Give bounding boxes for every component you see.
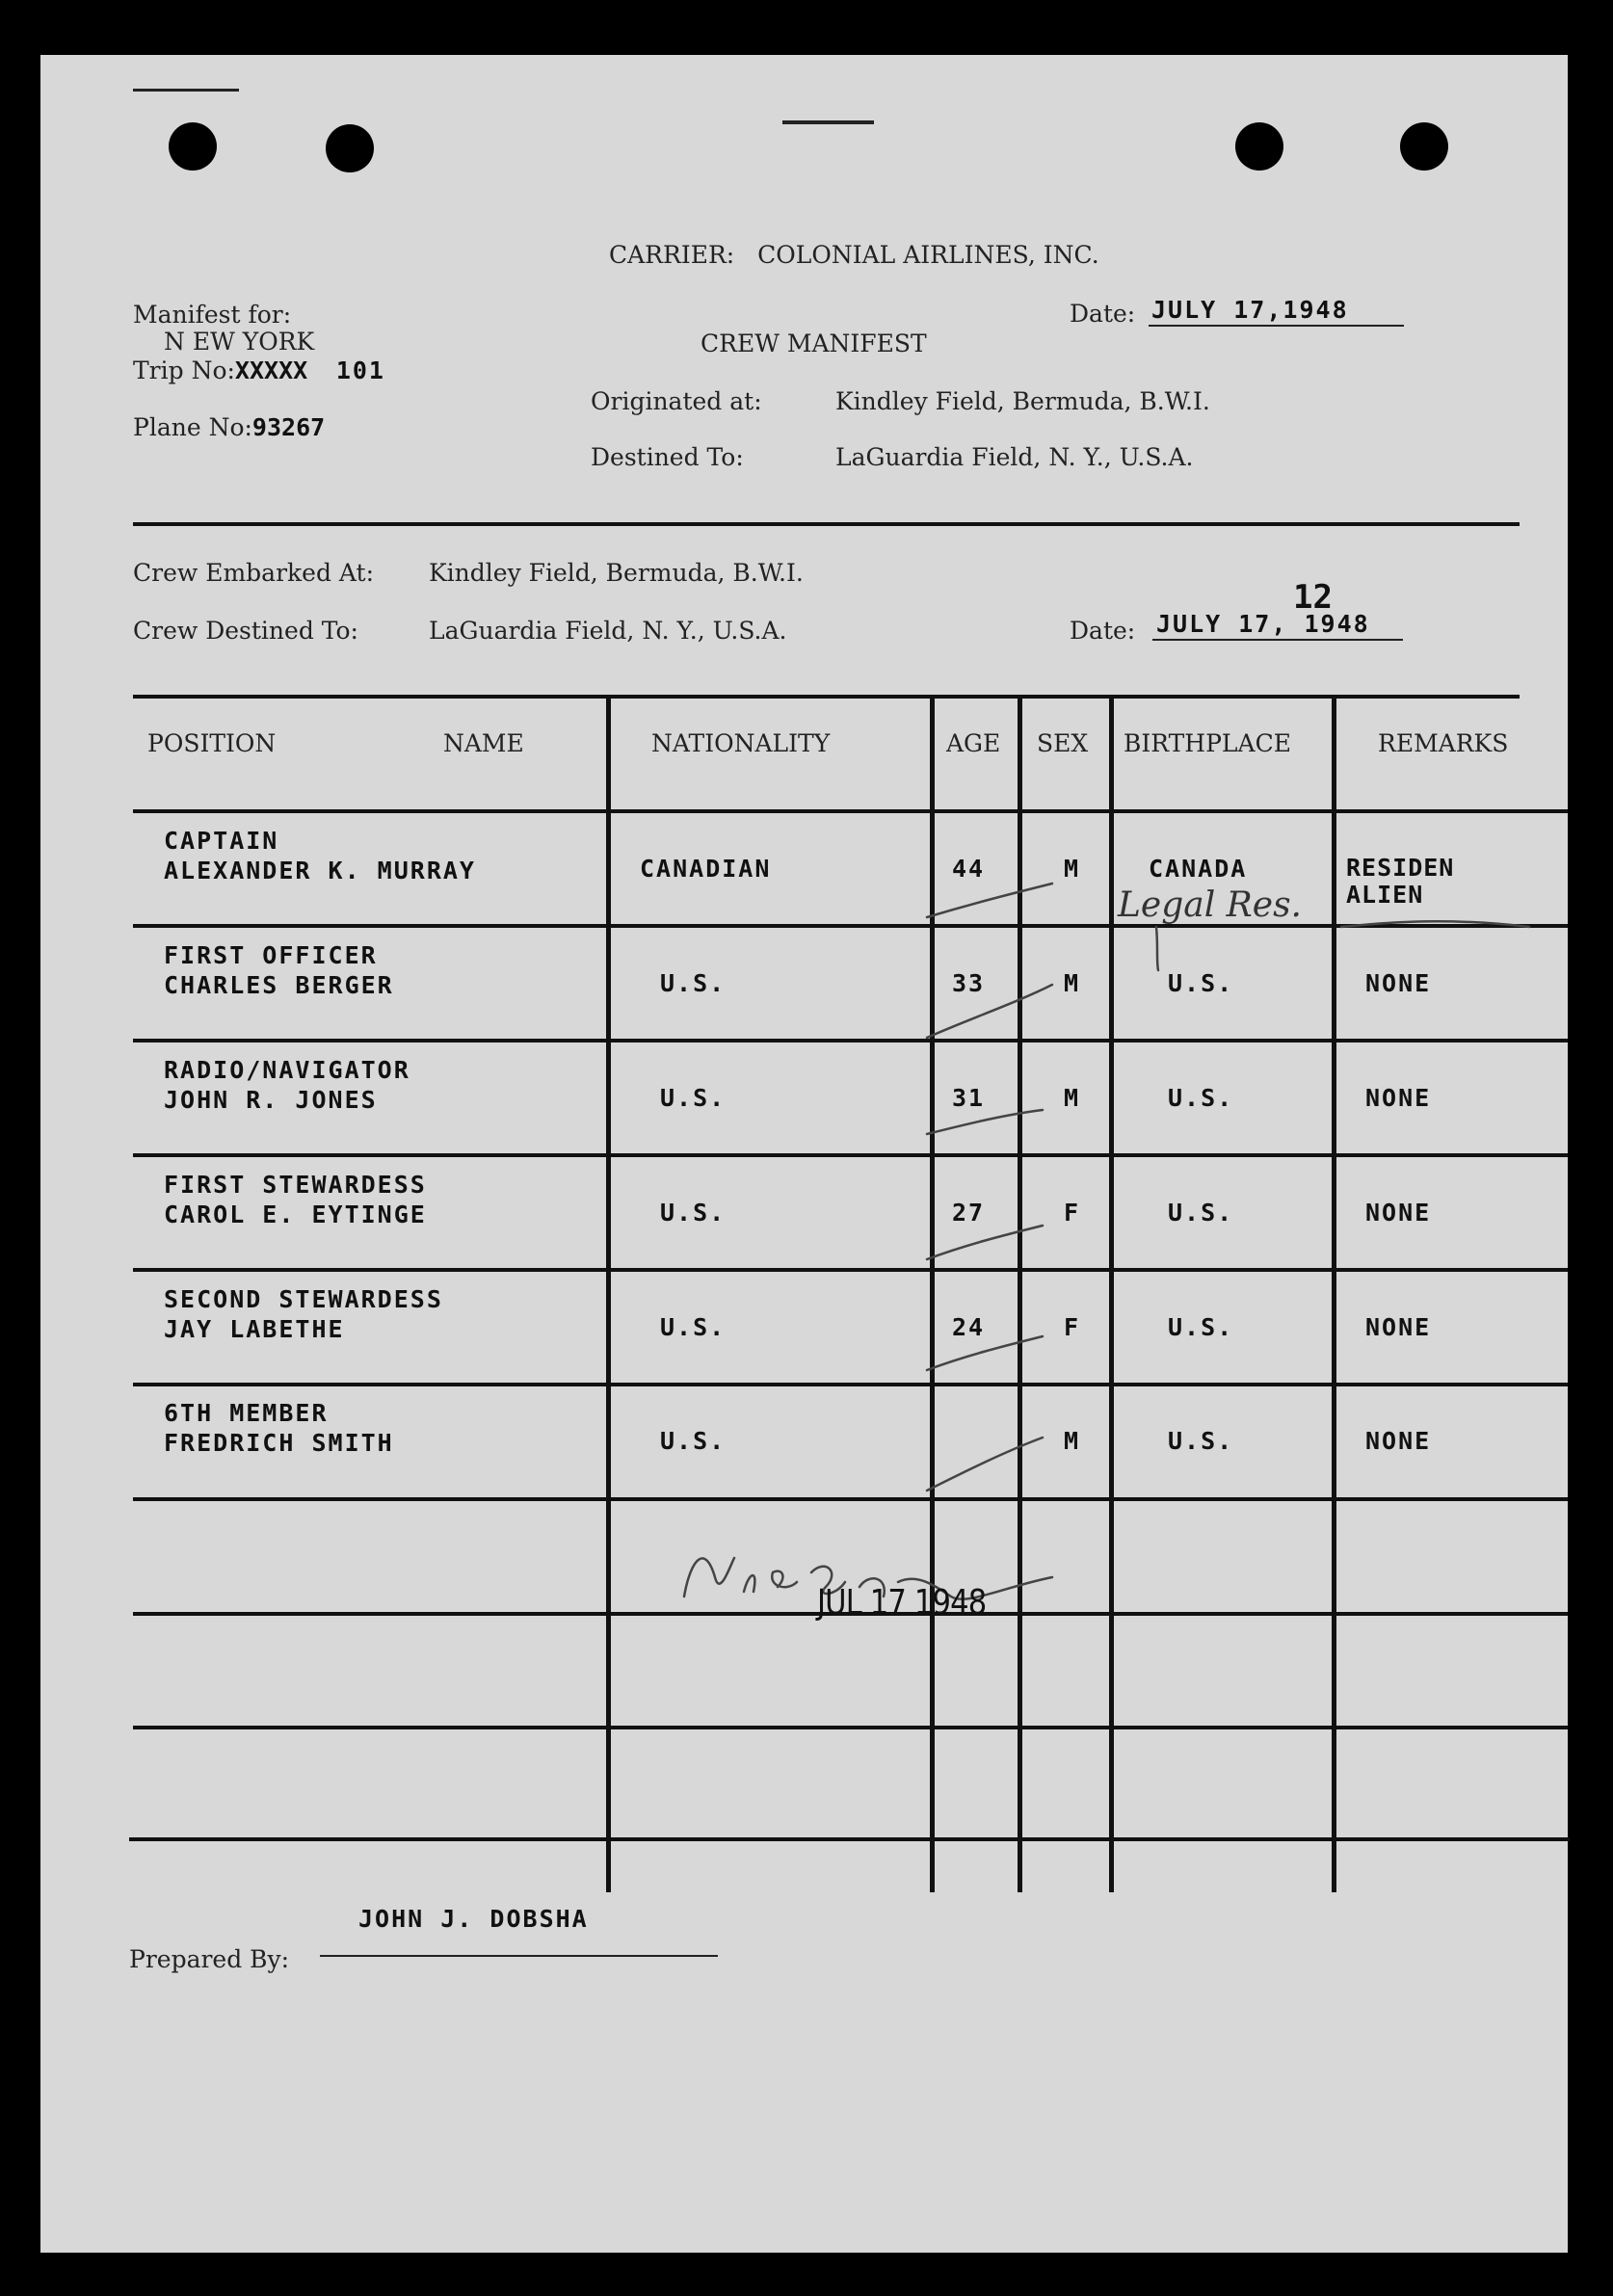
plane-number: 93267 [251, 413, 326, 441]
prepared-by-label: Prepared By: [129, 1945, 290, 1973]
col-header-sex: SEX [1037, 729, 1089, 757]
row-3-birthplace: U.S. [1168, 1084, 1234, 1112]
row-6-remarks: NONE [1365, 1427, 1432, 1455]
trip-number: 101 [335, 356, 385, 384]
row-2-position: FIRST OFFICER [164, 941, 378, 969]
crew-embarked-value: Kindley Field, Bermuda, B.W.I. [429, 559, 804, 587]
trip-struck-number: XXXXX [234, 356, 308, 384]
manifest-for-label: Manifest for: [133, 301, 292, 329]
check-mark-6 [927, 1438, 1043, 1491]
row-5-birthplace: U.S. [1168, 1313, 1234, 1341]
col-header-position: POSITION [147, 729, 277, 757]
row-2-name: CHARLES BERGER [164, 971, 394, 999]
row-3-nationality: U.S. [660, 1084, 727, 1112]
col-header-age: AGE [946, 729, 1001, 757]
trip-label: Trip No: [133, 356, 235, 384]
row-2-sex: M [1064, 969, 1081, 997]
row-5-name: JAY LABETHE [164, 1315, 345, 1343]
row-6-sex: M [1064, 1427, 1081, 1455]
crew-date-value: JULY 17, 1948 [1156, 610, 1370, 638]
row-6-position: 6TH MEMBER [164, 1399, 329, 1427]
carrier-name: COLONIAL AIRLINES, INC. [757, 241, 1099, 269]
manifest-for-value: N EW YORK [164, 328, 315, 356]
row-4-nationality: U.S. [660, 1199, 727, 1227]
manifest-title: CREW MANIFEST [701, 330, 927, 357]
row-5-sex: F [1064, 1313, 1081, 1341]
row-4-sex: F [1064, 1199, 1081, 1227]
row-2-remarks: NONE [1365, 969, 1432, 997]
col-header-remarks: REMARKS [1378, 729, 1509, 757]
row-1-name: ALEXANDER K. MURRAY [164, 857, 476, 884]
row-6-birthplace: U.S. [1168, 1427, 1234, 1455]
col-header-nationality: NATIONALITY [651, 729, 831, 757]
crew-date-label: Date: [1070, 617, 1136, 645]
row-2-birthplace: U.S. [1168, 969, 1234, 997]
header-date-value: JULY 17,1948 [1151, 296, 1349, 324]
row-4-position: FIRST STEWARDESS [164, 1171, 427, 1199]
row-2-age: 33 [952, 969, 986, 997]
crew-embarked-label: Crew Embarked At: [133, 559, 375, 587]
plane-label: Plane No: [133, 413, 252, 441]
col-header-birthplace: BIRTHPLACE [1124, 729, 1291, 757]
row-6-name: FREDRICH SMITH [164, 1429, 394, 1457]
check-mark-2 [927, 985, 1052, 1038]
row-4-age: 27 [952, 1199, 986, 1227]
row-5-remarks: NONE [1365, 1313, 1432, 1341]
row-1-remarks: RESIDEN ALIEN [1346, 854, 1455, 909]
prepared-by-value: JOHN J. DOBSHA [358, 1905, 589, 1933]
check-mark-4 [927, 1226, 1043, 1259]
col-header-name: NAME [443, 729, 524, 757]
manifest-sheet [40, 55, 1568, 2253]
crew-destined-value: LaGuardia Field, N. Y., U.S.A. [429, 617, 787, 645]
row-6-nationality: U.S. [660, 1427, 727, 1455]
crew-date-correction: 12 [1293, 578, 1333, 617]
originated-value: Kindley Field, Bermuda, B.W.I. [835, 387, 1210, 415]
row-1-nationality: CANADIAN [640, 855, 772, 883]
row-5-age: 24 [952, 1313, 986, 1341]
birthplace-caret [1156, 927, 1158, 970]
row-4-remarks: NONE [1365, 1199, 1432, 1227]
destined-value: LaGuardia Field, N. Y., U.S.A. [835, 443, 1194, 471]
handwritten-legal-res-note: Legal Res. [1118, 885, 1303, 925]
handwritten-marks [40, 55, 1568, 2253]
check-mark-3 [927, 1110, 1043, 1134]
row-1-age: 44 [952, 855, 986, 883]
crew-destined-label: Crew Destined To: [133, 617, 358, 645]
row-4-name: CAROL E. EYTINGE [164, 1201, 427, 1228]
row-5-nationality: U.S. [660, 1313, 727, 1341]
carrier-label: CARRIER: [609, 241, 735, 269]
remarks-strike-scribble [1341, 921, 1529, 927]
row-1-birthplace: CANADA [1149, 855, 1248, 883]
row-3-remarks: NONE [1365, 1084, 1432, 1112]
row-4-birthplace: U.S. [1168, 1199, 1234, 1227]
row-5-position: SECOND STEWARDESS [164, 1285, 443, 1313]
destined-label: Destined To: [591, 443, 744, 471]
row-3-sex: M [1064, 1084, 1081, 1112]
row-3-name: JOHN R. JONES [164, 1086, 378, 1114]
row-3-position: RADIO/NAVIGATOR [164, 1056, 410, 1084]
row-2-nationality: U.S. [660, 969, 727, 997]
check-mark-1 [927, 884, 1052, 917]
originated-label: Originated at: [591, 387, 762, 415]
row-3-age: 31 [952, 1084, 986, 1112]
row-1-sex: M [1064, 855, 1081, 883]
row-1-position: CAPTAIN [164, 827, 279, 855]
check-mark-5 [927, 1336, 1043, 1370]
received-date-stamp: JUL 17 1948 [817, 1583, 987, 1623]
prepared-by-underline [320, 1955, 718, 1957]
header-date-label: Date: [1070, 300, 1136, 328]
